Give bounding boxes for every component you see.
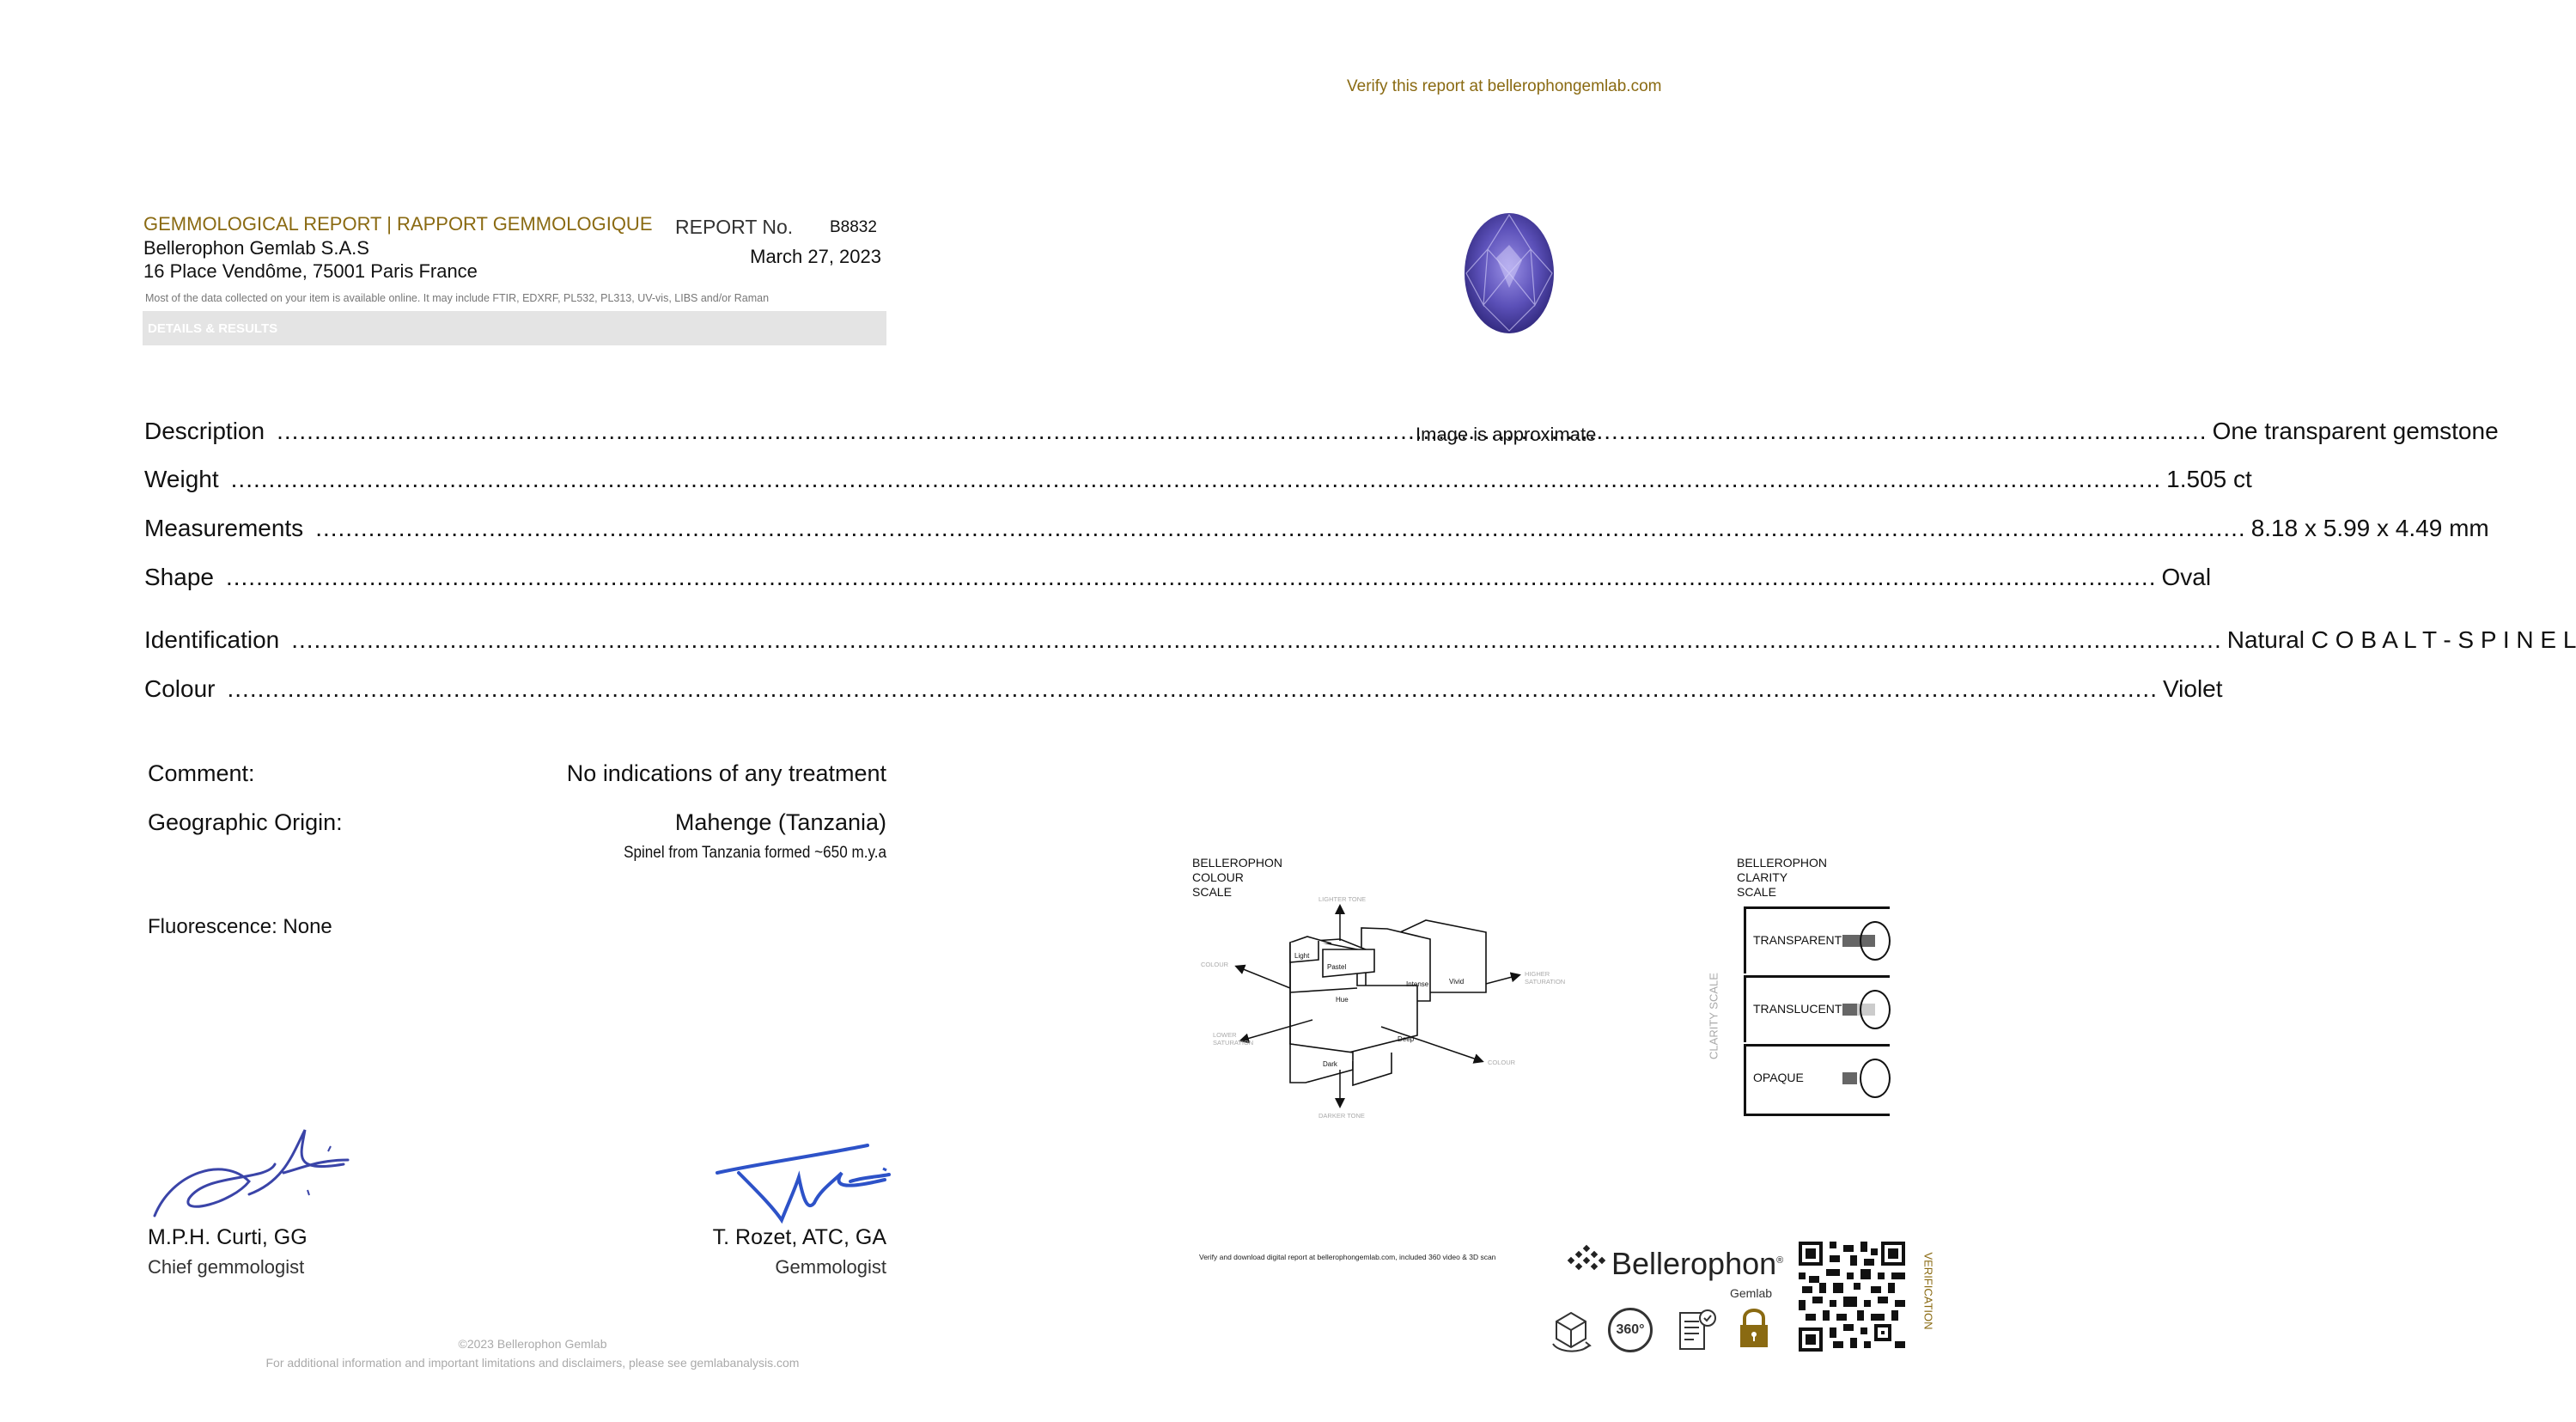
- colour-scale-vivid: Vivid: [1449, 978, 1465, 986]
- origin-value: Mahenge (Tanzania): [674, 809, 886, 835]
- signer-2-name: T. Rozet, ATC, GA: [712, 1225, 886, 1249]
- clarity-gem-icon: [1860, 921, 1891, 961]
- company-name: Bellerophon Gemlab S.A.S: [143, 237, 369, 259]
- report-number: B8832: [830, 218, 877, 236]
- colour-scale-title: BELLEROPHON COLOUR SCALE: [1192, 856, 1283, 899]
- detail-value: 8.18 x 5.99 x 4.49 mm: [2250, 515, 2489, 541]
- qr-code[interactable]: [1799, 1242, 1905, 1356]
- clarity-gem-icon: [1860, 990, 1891, 1029]
- colour-scale-colour-left: COLOUR: [1201, 961, 1229, 968]
- colour-scale-intense: Intense: [1406, 980, 1429, 988]
- detail-row-colour: [144, 675, 2223, 703]
- signature-rozet: [713, 1138, 893, 1229]
- report-title: GEMMOLOGICAL REPORT | RAPPORT GEMMOLOGIQUE: [143, 213, 653, 235]
- section-bar-label: DETAILS & RESULTS: [148, 321, 278, 336]
- detail-value: 1.505 ct: [2166, 466, 2252, 492]
- detail-value: Violet: [2162, 675, 2223, 702]
- lock-icon: [1737, 1306, 1771, 1351]
- colour-scale-deep: Deep: [1398, 1035, 1415, 1043]
- 360-video-icon[interactable]: 360°: [1608, 1308, 1653, 1352]
- fluorescence: Fluorescence: None: [148, 915, 332, 938]
- company-address: 16 Place Vendôme, 75001 Paris France: [143, 260, 478, 282]
- detail-value: Oval: [2161, 564, 2212, 590]
- brand-name: Bellerophon®: [1611, 1246, 1784, 1281]
- colour-scale-pastel: Pastel: [1327, 963, 1347, 971]
- signature-curti: [146, 1121, 352, 1229]
- colour-scale-lower-sat-1: LOWER: [1213, 1031, 1237, 1039]
- colour-scale-dark: Dark: [1323, 1060, 1337, 1068]
- detail-label: Description: [144, 418, 265, 444]
- detail-value: Natural C O B A L T - S P I N E L: [2226, 626, 2576, 653]
- copyright: ©2023 Bellerophon Gemlab: [458, 1337, 607, 1351]
- colour-scale-higher-sat-2: SATURATION: [1525, 978, 1566, 986]
- report-date: March 27, 2023: [750, 246, 881, 267]
- colour-scale-darker: DARKER TONE: [1318, 1112, 1365, 1120]
- detail-label: Weight: [144, 466, 219, 492]
- clarity-level-translucent: TRANSLUCENT: [1744, 975, 1890, 1042]
- detail-row-weight: [144, 466, 2252, 493]
- detail-row-identification: [144, 626, 2576, 654]
- detail-value: One transparent gemstone: [2212, 418, 2499, 444]
- detail-label: Identification: [144, 626, 280, 653]
- clarity-gem-icon: [1860, 1059, 1891, 1098]
- colour-scale-colour-right: COLOUR: [1488, 1059, 1516, 1066]
- colour-scale-lower-sat-2: SATURATION: [1213, 1039, 1254, 1047]
- detail-row-shape: [144, 564, 2212, 591]
- bellerophon-logo-icon: [1567, 1246, 1606, 1281]
- comment-label: Comment:: [148, 760, 255, 786]
- report-number-label: REPORT No.: [675, 216, 794, 238]
- signer-2-role: Gemmologist: [775, 1256, 886, 1278]
- signer-1-role: Chief gemmologist: [148, 1256, 305, 1278]
- origin-label: Geographic Origin:: [148, 809, 343, 835]
- colour-scale-light: Light: [1294, 952, 1310, 960]
- detail-label: Shape: [144, 564, 214, 590]
- signer-1-name: M.P.H. Curti, GG: [148, 1225, 308, 1249]
- verify-link[interactable]: Verify this report at bellerophongemlab.com: [1347, 77, 1662, 95]
- verify-small-text: Verify and download digital report at bellerophongemlab.com, included 360 video & 3D scan: [1199, 1253, 1496, 1261]
- detail-label: Measurements: [144, 515, 304, 541]
- clarity-level-transparent: TRANSPARENT: [1744, 906, 1890, 973]
- origin-note: Spinel from Tanzania formed ~650 m.y.a: [624, 844, 886, 862]
- comment-value: No indications of any treatment: [566, 760, 886, 786]
- report-document-icon[interactable]: [1675, 1306, 1720, 1354]
- disclaimer: For additional information and important limitations and disclaimers, please see gemlabanalysis.com: [265, 1356, 800, 1370]
- colour-scale-lighter: LIGHTER TONE: [1318, 895, 1367, 903]
- colour-scale-higher-sat-1: HIGHER: [1525, 970, 1550, 978]
- gem-image: [1462, 211, 1556, 340]
- 3d-scan-icon[interactable]: [1546, 1306, 1596, 1356]
- colour-scale-diagram: [1194, 889, 1566, 1126]
- colour-scale-hue: Hue: [1336, 996, 1349, 1004]
- verification-label: VERIFICATION: [1921, 1252, 1935, 1330]
- detail-row-measurements: [144, 515, 2489, 542]
- section-bar: [143, 311, 886, 345]
- clarity-side-label: CLARITY SCALE: [1707, 973, 1720, 1059]
- detail-label: Colour: [144, 675, 216, 702]
- data-note: Most of the data collected on your item is available online. It may include FTIR, EDXRF, PL532, PL313, UV-vis, LIBS and/or Raman: [145, 292, 770, 304]
- clarity-level-opaque: OPAQUE: [1744, 1044, 1890, 1116]
- brand-sub: Gemlab: [1730, 1286, 1773, 1300]
- image-caption: Image is approximate: [1416, 424, 1597, 445]
- clarity-scale-title: BELLEROPHON CLARITY SCALE: [1737, 856, 1828, 899]
